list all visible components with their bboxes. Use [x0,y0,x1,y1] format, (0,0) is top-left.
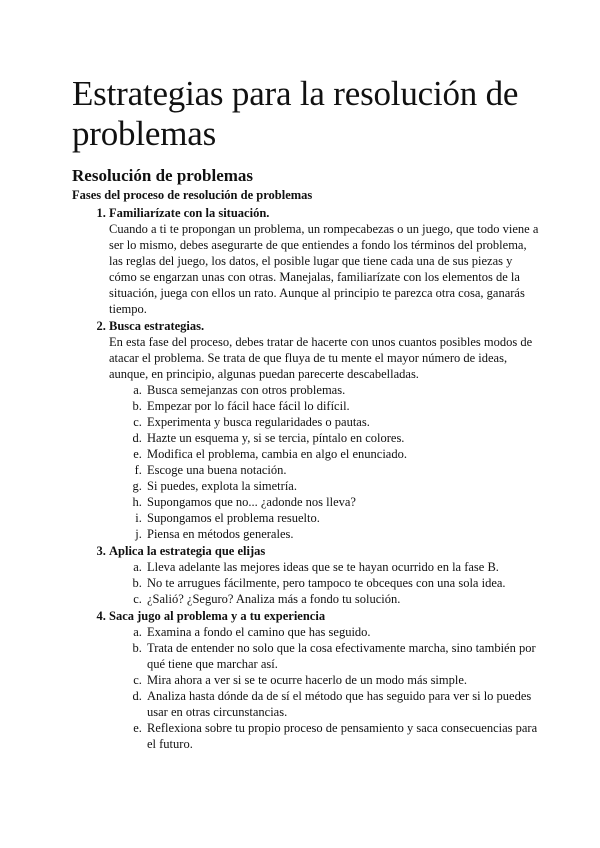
phase-substeps [109,559,540,607]
phases-list [72,205,540,752]
substep-item: b. Empezar por lo fácil hace fácil lo difícil. [145,398,540,414]
phase-item [109,205,540,317]
substep-item: b. No te arrugues fácilmente, pero tampoco te obceques con una sola idea. [145,575,540,591]
substep-item: f. Escoge una buena notación. [145,462,540,478]
substep-item: a. Lleva adelante las mejores ideas que se te hayan ocurrido en la fase B. [145,559,540,575]
substep-item: h. Supongamos que no... ¿adonde nos lleva? [145,494,540,510]
phase-title: 2. Busca estrategias. [109,319,205,333]
phase-item [109,608,540,752]
substep-item: e. Modifica el problema, cambia en algo el enunciado. [145,446,540,462]
substep-item: c. ¿Salió? ¿Seguro? Analiza más a fondo tu solución. [145,591,540,607]
substep-item: j. Piensa en métodos generales. [145,526,540,542]
substep-item: e. Reflexiona sobre tu propio proceso de pensamiento y saca consecuencias para el futuro. [145,720,540,752]
substep-item: i. Supongamos el problema resuelto. [145,510,540,526]
phase-item [109,543,540,607]
substep-item: a. Examina a fondo el camino que has seguido. [145,624,540,640]
phase-title: 3. Aplica la estrategia que elijas [109,544,266,558]
section-heading: Resolución de problemas [72,166,254,185]
substep-item: c. Experimenta y busca regularidades o pautas. [145,414,540,430]
document-title: Estrategias para la resolución de problemas [72,74,519,153]
phase-title: 4. Saca jugo al problema y a tu experiencia [109,609,326,623]
substep-item: d. Hazte un esquema y, si se tercia, píntalo en colores. [145,430,540,446]
phase-item [109,318,540,542]
substep-item: b. Trata de entender no solo que la cosa efectivamente marcha, sino también por qué tiene que marchar así. [145,640,540,672]
phase-title: 1. Familiarízate con la situación. [109,206,270,220]
substep-item: a. Busca semejanzas con otros problemas. [145,382,540,398]
substep-item: g. Si puedes, explota la simetría. [145,478,540,494]
subsection-heading: Fases del proceso de resolución de problemas [72,188,313,202]
phase-description: En esta fase del proceso, debes tratar de hacerte con unos cuantos posibles modos de atacar el problema. Se trata de que fluya de tu mente el mayor número de ideas, aunque, en principio, algunas puedan parecerte descabelladas. [109,335,533,381]
phase-substeps [109,624,540,752]
substep-item: c. Mira ahora a ver si se te ocurre hacerlo de un modo más simple. [145,672,540,688]
phase-description: Cuando a ti te propongan un problema, un rompecabezas o un juego, que todo viene a ser lo mismo, debes asegurarte de que entiendes a fondo los términos del problema, las reglas del juego, los datos, el posible lugar que tiene cada una de sus piezas y cómo se engarzan unas con otras. Manejalas, familiarízate con los elementos de la situación, juega con ellos un rato. Aunque al principio te parezca otra cosa, ganarás tiempo. [109,222,539,316]
substep-item: d. Analiza hasta dónde da de sí el método que has seguido para ver si lo puedes usar en otras circunstancias. [145,688,540,720]
phase-substeps [109,382,540,542]
